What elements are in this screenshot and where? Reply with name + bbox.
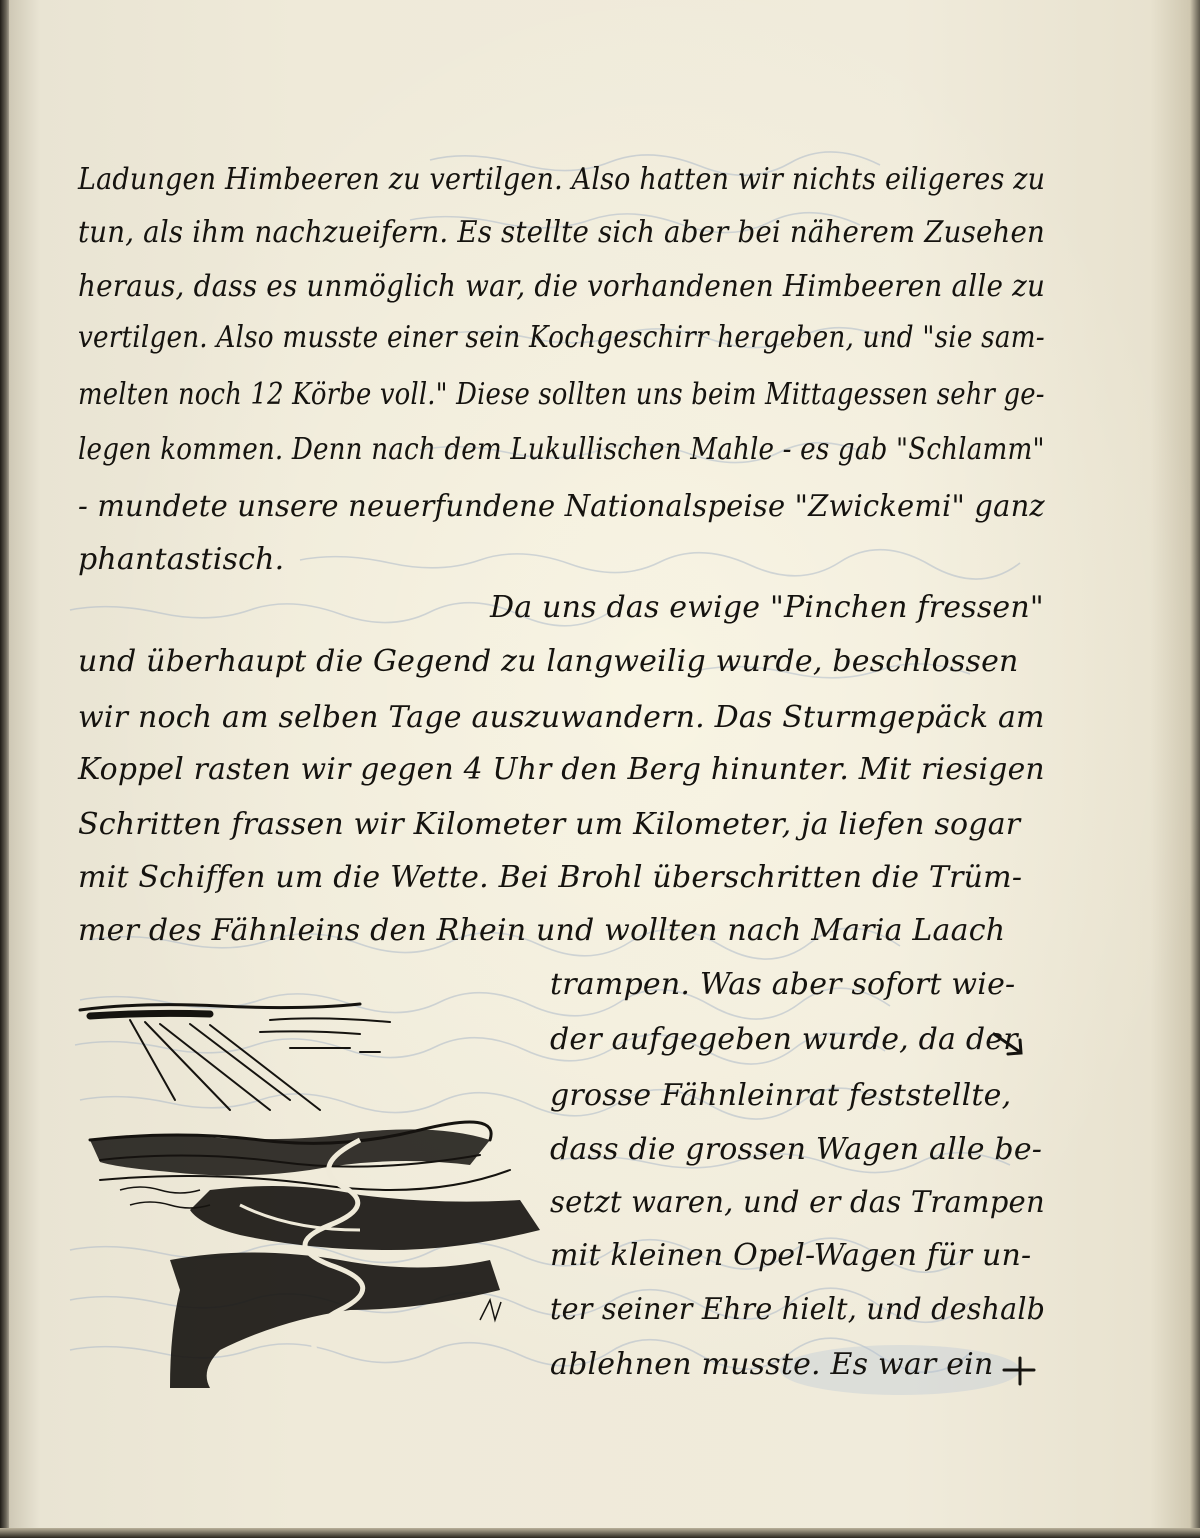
text-line-18: grosse Fähnleinrat feststellte, [550,1078,1012,1113]
text-line-10: und überhaupt die Gegend zu langweilig wurde, beschlossen [78,644,1019,679]
text-line-23: ablehnen musste. Es war ein [550,1347,994,1382]
text-line-7: - mundete unsere neuerfundene Nationalspeise "Zwickemi" ganz [78,489,1045,524]
text-line-3: heraus, dass es unmöglich war, die vorhandenen Himbeeren alle zu [78,269,1046,304]
landscape-ink-drawing [60,990,560,1390]
text-line-19: dass die grossen Wagen alle be- [550,1132,1043,1167]
text-line-21: mit kleinen Opel-Wagen für un- [550,1238,1032,1273]
text-line-17: der aufgegeben wurde, da der [550,1022,1018,1057]
text-line-14: mit Schiffen um die Wette. Bei Brohl überschritten die Trüm- [78,860,1023,895]
text-line-5: melten noch 12 Körbe voll." Diese sollten uns beim Mittagessen sehr ge- [78,377,1045,412]
text-line-11: wir noch am selben Tage auszuwandern. Das Sturmgepäck am [78,700,1045,735]
page-binding [0,0,9,1538]
text-line-20: setzt waren, und er das Trampen [550,1185,1045,1220]
text-line-1: Ladungen Himbeeren zu vertilgen. Also hatten wir nichts eiligeres zu [78,162,1046,197]
text-line-9: Da uns das ewige "Pinchen fressen" [490,590,1044,625]
text-line-4: vertilgen. Also musste einer sein Kochgeschirr hergeben, und "sie sam- [78,320,1045,355]
text-line-22: ter seiner Ehre hielt, und deshalb [550,1292,1046,1327]
text-line-13: Schritten frassen wir Kilometer um Kilometer, ja liefen sogar [78,807,1021,842]
text-line-16: trampen. Was aber sofort wie- [550,967,1016,1002]
text-line-2: tun, als ihm nachzueifern. Es stellte sich aber bei näherem Zusehen [78,215,1046,250]
plus-mark-icon [1000,1350,1040,1390]
text-line-6: legen kommen. Denn nach dem Lukullischen Mahle - es gab "Schlamm" [78,432,1045,467]
text-line-15: mer des Fähnleins den Rhein und wollten nach Maria Laach [78,913,1006,948]
text-line-12: Koppel rasten wir gegen 4 Uhr den Berg hinunter. Mit riesigen [78,752,1045,787]
arrow-icon [990,1030,1030,1060]
text-line-8: phantastisch. [78,542,285,577]
page-bottom-edge [0,1528,1200,1538]
